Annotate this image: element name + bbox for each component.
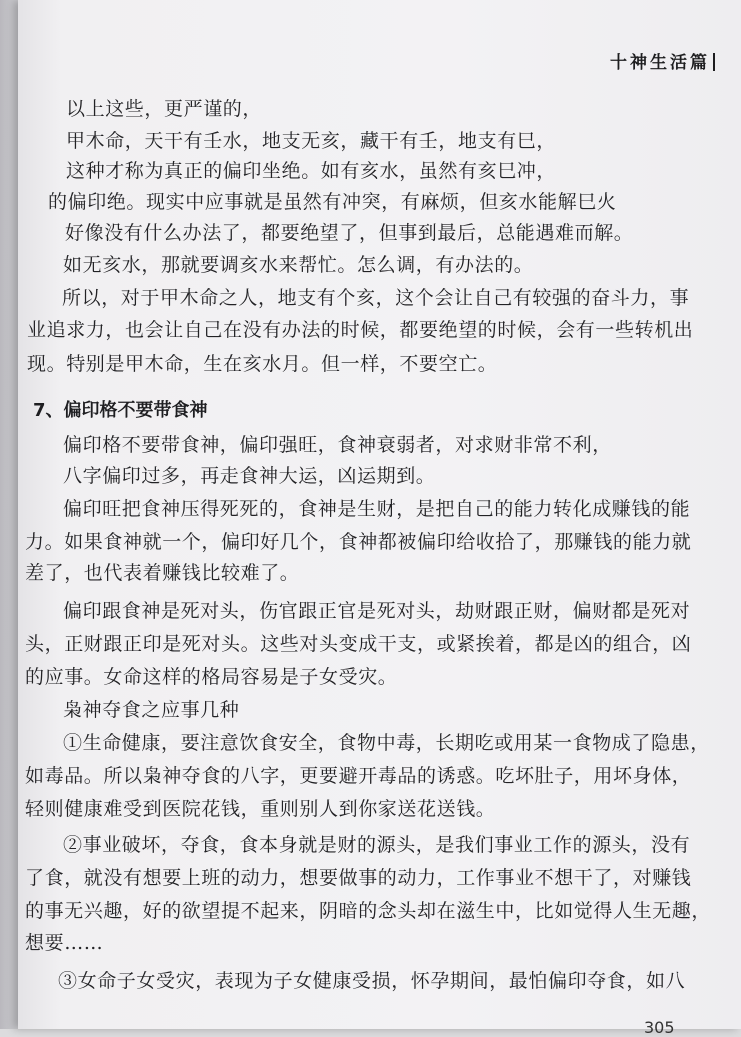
book-spine [0,0,18,1029]
text-line: 如毒品。所以枭神夺食的八字，更要避开毒品的诱惑。吃坏肚子，用坏身体， [25,765,692,787]
section-heading: 7、偏印格不要带食神 [33,400,208,421]
text-line: 的偏印绝。现实中应事就是虽然有冲突，有麻烦，但亥水能解巳火 [48,191,617,213]
text-line: 了食，就没有想要上班的动力，想要做事的动力，工作事业不想干了，对赚钱 [25,867,692,889]
text-line: ①生命健康，要注意饮食安全，食物中毒，长期吃或用某一食物成了隐患， [63,732,710,754]
text-line: 差了，也代表着赚钱比较难了。 [25,562,300,584]
text-line: 以上这些，更严谨的， [66,98,263,120]
text-line: 轻则健康难受到医院花钱，重则别人到你家送花送钱。 [25,798,496,820]
text-line: 的事无兴趣，好的欲望提不起来，阴暗的念头却在滋生中，比如觉得人生无趣， [25,900,712,922]
subheading: 枭神夺食之应事几种 [63,699,240,721]
text-line: 八字偏印过多，再走食神大运，凶运期到。 [63,465,436,487]
text-line: 的应事。女命这样的格局容易是子女受灾。 [25,666,398,688]
header-title: 十神生活篇 [610,53,710,73]
header-bar [713,53,715,71]
running-header [610,48,715,73]
text-line: ③女命子女受灾，表现为子女健康受损，怀孕期间，最怕偏印夺食，如八 [58,970,686,992]
text-line: ②事业破坏，夺食，食本身就是财的源头，是我们事业工作的源头，没有 [63,834,691,856]
text-line: 业追求力，也会让自己在没有办法的时候，都要绝望的时候，会有一些转机出 [27,319,694,341]
book-page [18,0,741,1037]
page-number: 305 [644,1018,675,1037]
text-line: 如无亥水，那就要调亥水来帮忙。怎么调，有办法的。 [63,254,534,276]
text-line: 偏印格不要带食神，偏印强旺，食神衰弱者，对求财非常不利， [63,434,612,456]
text-line: 偏印跟食神是死对头，伤官跟正官是死对头，劫财跟正财，偏财都是死对 [63,600,691,622]
text-line: 现。特别是甲木命，生在亥水月。但一样，不要空亡。 [27,353,498,375]
text-line: 偏印旺把食神压得死死的，食神是生财，是把自己的能力转化成赚钱的能 [63,498,691,520]
text-line: 所以，对于甲木命之人，地支有个亥，这个会让自己有较强的奋斗力，事 [62,287,690,309]
text-line: 这种才称为真正的偏印坐绝。如有亥水，虽然有亥巳冲， [66,160,557,182]
text-line: 力。如果食神就一个，偏印好几个，食神都被偏印给收拾了，那赚钱的能力就 [25,531,692,553]
text-line: 甲木命，天干有壬水，地支无亥，藏干有壬，地支有巳， [66,130,557,152]
text-line: 想要…… [25,932,104,954]
text-line: 头，正财跟正印是死对头。这些对头变成干支，或紧挨着，都是凶的组合，凶 [25,633,692,655]
text-line: 好像没有什么办法了，都要绝望了，但事到最后，总能遇难而解。 [65,222,634,244]
